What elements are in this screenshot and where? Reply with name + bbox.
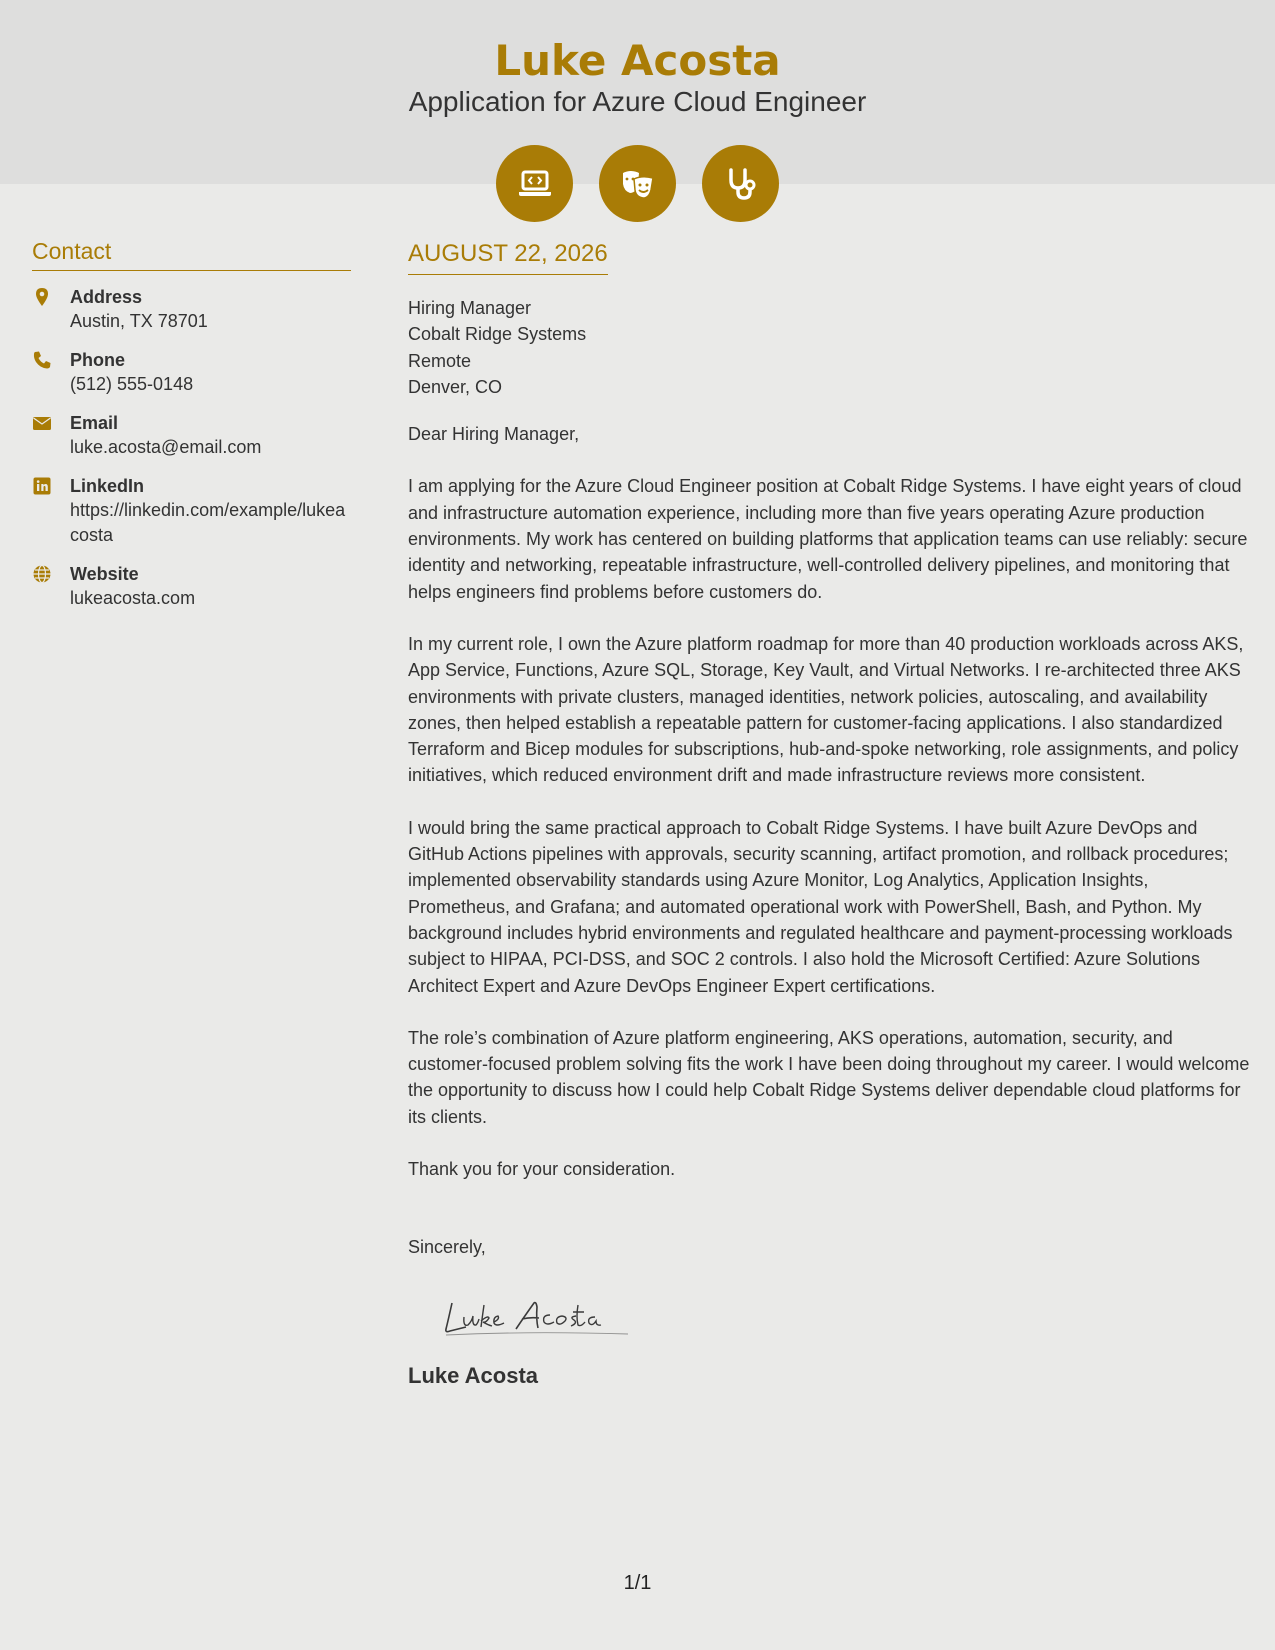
paragraph: I am applying for the Azure Cloud Engineer position at Cobalt Ridge Systems. I have eight years of cloud and infrastructure automation experience, including more than five years operating Azure production environments. My work has centered on building platforms that application teams can use reliably: secure identity and networking, repeatable infrastructure, well-controlled delivery pipelines, and monitoring that helps engineers find problems before customers do. xyxy=(408,476,1248,602)
contact-email: Email luke.acosta@email.com xyxy=(32,411,351,460)
envelope-icon xyxy=(32,413,52,433)
paragraph: In my current role, I own the Azure platform roadmap for more than 40 production workloads across AKS, App Service, Functions, Azure SQL, Storage, Key Vault, and Virtual Networks. I re-architected three AKS environments with private clusters, managed identities, network policies, autoscaling, and availability zones, then helped establish a repeatable pattern for customer-facing applications. I also standardized Terraform and Bicep modules for subscriptions, hub-and-spoke networking, role assignments, and policy initiatives, which reduced environment drift and made infrastructure reviews more consistent. xyxy=(408,633,1244,786)
application-title: Application for Azure Cloud Engineer xyxy=(408,86,867,117)
applicant-name: Luke Acosta xyxy=(494,36,781,85)
greeting: Dear Hiring Manager, xyxy=(408,424,580,445)
recipient-line: Hiring Manager xyxy=(408,298,532,318)
globe-icon xyxy=(32,564,52,584)
page-number: 1/1 xyxy=(623,1572,652,1594)
recipient-line: Denver, CO xyxy=(408,376,503,397)
letter-date: AUGUST 22, 2026 xyxy=(408,240,608,275)
contact-heading: Contact xyxy=(32,238,351,271)
recipient-block xyxy=(408,295,1253,400)
stethoscope-icon xyxy=(702,145,779,222)
location-pin-icon xyxy=(32,287,52,307)
contact-linkedin: LinkedIn https://linkedin.com/example/lukeacosta xyxy=(32,474,351,548)
signer-name: Luke Acosta xyxy=(408,1362,539,1388)
contact-phone: Phone (512) 555-0148 xyxy=(32,348,351,397)
laptop-code-icon xyxy=(496,145,573,222)
handwritten-signature xyxy=(438,1291,1253,1341)
phone-icon xyxy=(32,350,52,370)
paragraph: Thank you for your consideration. xyxy=(408,1159,676,1180)
paragraph: I would bring the same practical approach to Cobalt Ridge Systems. I have built Azure DevOps and GitHub Actions pipelines with approvals, security scanning, artifact promotion, and rollback procedures; implemented observability standards using Azure Monitor, Log Analytics, Application Insights, Prometheus, and Grafana; and automated operational work with PowerShell, Bash, and Python. My background includes hybrid environments and regulated healthcare and payment-processing workloads subject to HIPAA, PCI-DSS, and SOC 2 controls. I also hold the Microsoft Certified: Azure Solutions Architect Expert and Azure DevOps Engineer Expert certifications. xyxy=(408,817,1233,996)
contact-sidebar xyxy=(32,238,351,611)
contact-website: Website lukeacosta.com xyxy=(32,562,351,611)
recipient-line: Remote xyxy=(408,350,472,371)
closing: Sincerely, xyxy=(408,1237,486,1258)
recipient-line: Cobalt Ridge Systems xyxy=(408,324,587,345)
letter-body xyxy=(408,240,1253,1389)
theater-masks-icon xyxy=(599,145,676,222)
linkedin-icon xyxy=(32,476,52,496)
contact-address: Address Austin, TX 78701 xyxy=(32,285,351,334)
paragraph: The role’s combination of Azure platform engineering, AKS operations, automation, security, and customer-focused problem solving fits the work I have been doing throughout my career. I would welcome the opportunity to discuss how I could help Cobalt Ridge Systems deliver dependable cloud platforms for its clients. xyxy=(408,1027,1250,1127)
